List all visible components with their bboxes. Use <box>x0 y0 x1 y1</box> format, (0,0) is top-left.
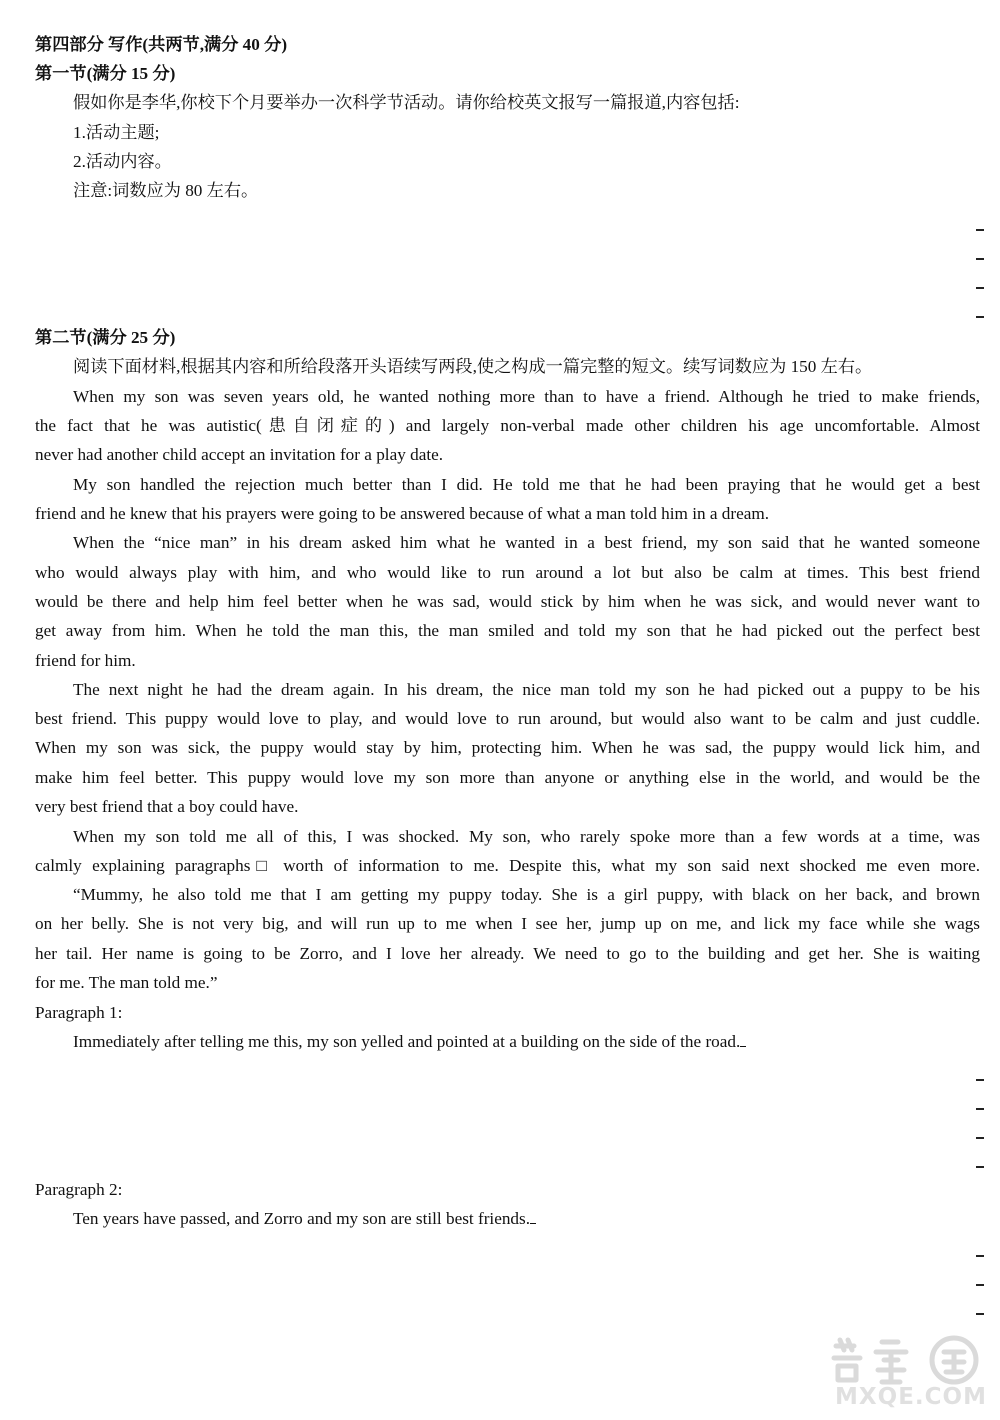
answer-line-mark <box>976 1137 984 1139</box>
answer-line-mark <box>976 1284 984 1286</box>
story-line: for me. The man told me.” <box>35 973 218 992</box>
story-line: her tail. Her name is going to be Zorro, and I love her already. We need to go to the building and get her. She is waiting <box>35 944 980 963</box>
story-line: never had another child accept an invitation for a play date. <box>35 445 444 464</box>
answer-underline <box>740 1032 746 1047</box>
story-line: When my son told me all of this, I was shocked. My son, who rarely spoke more than a few words at a time, was <box>73 827 980 846</box>
answer-line-mark <box>976 258 984 260</box>
story-line: on her belly. She is not very big, and will run up to me when I see her, jump up on me, and lick my face while she wags <box>35 914 980 933</box>
story-line: very best friend that a boy could have. <box>35 797 299 816</box>
part-title: 第四部分 写作(共两节,满分 40 分) <box>35 35 288 54</box>
story-line: The next night he had the dream again. In his dream, the nice man told my son he had picked out a puppy to be his <box>73 680 980 699</box>
story-line: calmly explaining paragraphs□ worth of information to me. Despite this, what my son said next shocked me even more. <box>35 856 980 875</box>
section2-title: 第二节(满分 25 分) <box>35 328 176 347</box>
paragraph1-label: Paragraph 1: <box>35 1003 123 1022</box>
section1-title: 第一节(满分 15 分) <box>35 64 176 83</box>
story-line: My son handled the rejection much better than I did. He told me that he had been praying that he would get a best <box>73 475 980 494</box>
story-line: the fact that he was autistic(患自闭症的) and largely non-verbal made other children his age uncomfortable. Almost <box>35 416 980 435</box>
story-line: get away from him. When he told the man this, the man smiled and told my son that he had picked out the perfect best <box>35 621 980 640</box>
watermark-logo-icon <box>826 1332 996 1388</box>
paragraph1-opening-text: Immediately after telling me this, my son yelled and pointed at a building on the side of the road. <box>73 1032 741 1051</box>
story-line: friend and he knew that his prayers were going to be answered because of what a man told him in a dream. <box>35 504 770 523</box>
story-line: make him feel better. This puppy would love my son more than anyone or anything else in the world, and would be the <box>35 768 980 787</box>
section1-note: 注意:词数应为 80 左右。 <box>73 181 259 200</box>
story-line: “Mummy, he also told me that I am getting my puppy today. She is a girl puppy, with black on her back, and brown <box>73 885 980 904</box>
section2-instruction: 阅读下面材料,根据其内容和所给段落开头语续写两段,使之构成一篇完整的短文。续写词数应为 150 左右。 <box>73 357 873 376</box>
story-line: When my son was seven years old, he wanted nothing more than to have a friend. Although he tried to make friends, <box>73 387 980 406</box>
story-line: who would always play with him, and who would like to run around a lot but also be calm at times. This best friend <box>35 563 980 582</box>
section1-item-1: 1.活动主题; <box>73 123 160 142</box>
site-watermark <box>826 1332 996 1418</box>
answer-line-mark <box>976 1255 984 1257</box>
answer-line-mark <box>976 1166 984 1168</box>
answer-line-mark <box>976 1313 984 1315</box>
answer-line-mark <box>976 316 984 318</box>
watermark-url: MXQE.COM <box>835 1384 987 1410</box>
paragraph2-opening <box>73 1204 980 1233</box>
section1-item-2: 2.活动内容。 <box>73 152 172 171</box>
story-line: best friend. This puppy would love to play, and would love to run around, but would also want to be calm and just cuddle. <box>35 709 980 728</box>
paragraph2-label: Paragraph 2: <box>35 1180 123 1199</box>
answer-underline <box>530 1209 536 1224</box>
answer-line-mark <box>976 287 984 289</box>
story-line: When my son was sick, the puppy would stay by him, protecting him. When he was sad, the puppy would lick him, and <box>35 738 980 757</box>
story-line: When the “nice man” in his dream asked him what he wanted in a best friend, my son said that he wanted someone <box>73 533 980 552</box>
answer-line-mark <box>976 229 984 231</box>
story-line: would be there and help him feel better when he was sad, would stick by him when he was sick, and would never want to <box>35 592 980 611</box>
answer-line-mark <box>976 1108 984 1110</box>
paragraph2-opening-text: Ten years have passed, and Zorro and my son are still best friends. <box>73 1209 530 1228</box>
section1-prompt: 假如你是李华,你校下个月要举办一次科学节活动。请你给校英文报写一篇报道,内容包括: <box>73 93 740 112</box>
answer-line-mark <box>976 1079 984 1081</box>
paragraph1-opening <box>73 1027 980 1056</box>
story-line: friend for him. <box>35 651 136 670</box>
